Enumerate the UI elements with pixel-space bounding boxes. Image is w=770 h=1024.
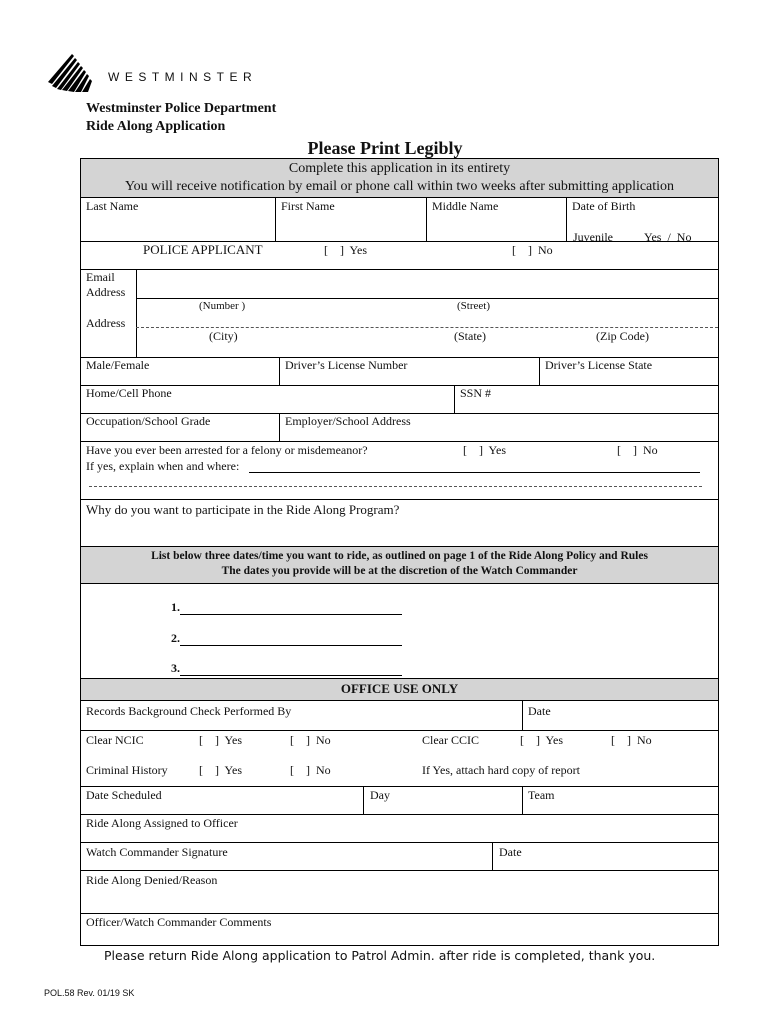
juvenile-options[interactable]: Yes / No [644,230,692,244]
gender-label: Male/Female [86,358,150,372]
address-state-label: (State) [454,329,486,343]
westminster-stripes-icon [48,52,98,92]
police-applicant-yes[interactable]: [ ] Yes [324,243,368,257]
team-label: Team [528,788,555,802]
print-notice: Please Print Legibly [307,138,463,158]
date-line-2[interactable]: 2. [171,631,402,646]
application-form [80,158,719,946]
criminal-yes[interactable]: [ ] Yes [199,763,243,777]
occupation-label: Occupation/School Grade [86,414,211,428]
arrest-no[interactable]: [ ] No [617,443,658,457]
dates-instruction-1: List below three dates/time you want to ride, as outlined on page 1 of the Ride Along Policy and Rules [151,550,648,562]
assigned-officer-label: Ride Along Assigned to Officer [86,816,238,830]
date-scheduled-label: Date Scheduled [86,788,162,802]
address-zip-label: (Zip Code) [596,329,649,343]
criminal-history-label: Criminal History [86,763,168,777]
arrest-question: Have you ever been arrested for a felony or misdemeanor? [86,443,368,457]
clear-ccic-label: Clear CCIC [422,733,479,747]
watch-signature-label: Watch Commander Signature [86,845,228,859]
police-applicant-no[interactable]: [ ] No [512,243,553,257]
signature-date-label: Date [499,845,522,859]
form-title: Ride Along Application [86,119,226,134]
juvenile-label: Juvenile [573,230,613,244]
ccic-yes[interactable]: [ ] Yes [520,733,564,747]
address-street-label: (Street) [457,300,490,312]
brand-name: WESTMINSTER [108,70,258,84]
ncic-yes[interactable]: [ ] Yes [199,733,243,747]
dob-label: Date of Birth [572,199,636,213]
police-applicant-label: POLICE APPLICANT [143,242,263,257]
arrest-yes[interactable]: [ ] Yes [463,443,507,457]
address-label: Address [86,316,126,330]
ncic-no[interactable]: [ ] No [290,733,331,747]
why-question: Why do you want to participate in the Ride Along Program? [86,502,400,517]
intro-line-1: Complete this application in its entirety [288,161,511,176]
comments-label: Officer/Watch Commander Comments [86,915,272,929]
employer-label: Employer/School Address [285,414,411,428]
return-note: Please return Ride Along application to Patrol Admin. after ride is completed, thank you. [104,948,656,963]
attach-note: If Yes, attach hard copy of report [422,763,580,777]
last-name-label: Last Name [86,199,139,213]
email-label: Email Address [86,270,126,299]
day-label: Day [370,788,390,802]
ssn-label: SSN # [460,386,492,400]
address-number-label: (Number ) [199,300,246,312]
date-line-1[interactable]: 1. [171,600,402,615]
denied-reason-label: Ride Along Denied/Reason [86,873,218,887]
address-city-label: (City) [209,329,238,343]
middle-name-label: Middle Name [432,199,499,213]
background-check-label: Records Background Check Performed By [86,704,292,718]
phone-label: Home/Cell Phone [86,386,172,400]
dates-instruction-2: The dates you provide will be at the discretion of the Watch Commander [221,565,578,577]
arrest-explain-label: If yes, explain when and where: [86,459,240,473]
first-name-label: First Name [281,199,335,213]
date-line-3[interactable]: 3. [171,661,402,676]
header-block [86,100,276,136]
ccic-no[interactable]: [ ] No [611,733,652,747]
intro-line-2: You will receive notification by email or phone call within two weeks after submitting application [124,179,675,194]
background-date-label: Date [528,704,551,718]
department-name: Westminster Police Department [86,101,277,116]
office-heading: OFFICE USE ONLY [340,681,459,696]
form-code: POL.58 Rev. 01/19 SK [44,988,135,998]
criminal-no[interactable]: [ ] No [290,763,331,777]
dl-state-label: Driver’s License State [545,358,653,372]
dl-number-label: Driver’s License Number [285,358,408,372]
clear-ncic-label: Clear NCIC [86,733,144,747]
